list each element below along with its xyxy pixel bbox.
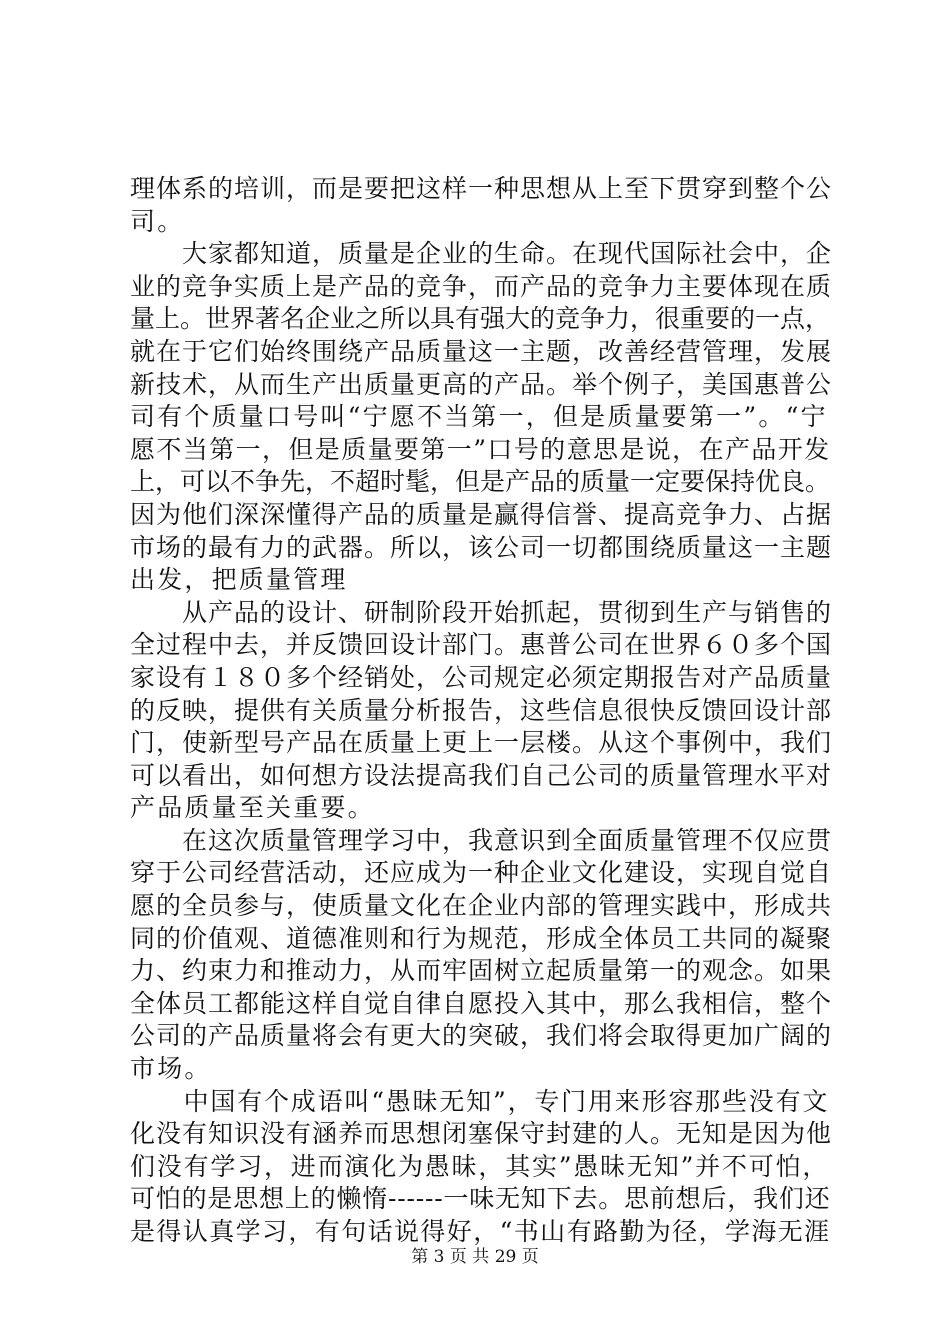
text-line: 司有个质量口号叫“宁愿不当第一，但是质量要第一”。“宁 xyxy=(130,402,828,432)
text-line: 的反映，提供有关质量分析报告，这些信息很快反馈回设计部 xyxy=(130,695,832,725)
text-line: 们没有学习，进而演化为愚昧，其实”愚昧无知”并不可怕， xyxy=(130,1151,830,1181)
text-line: 门，使新型号产品在质量上更上一层楼。从这个事例中，我们 xyxy=(130,728,832,758)
text-line: 新技术，从而生产出质量更高的产品。举个例子，美国惠普公 xyxy=(130,369,832,399)
text-line: 从产品的设计、研制阶段开始抓起，贯彻到生产与销售的 xyxy=(130,597,832,627)
page-footer xyxy=(0,1242,950,1267)
text-line: 中国有个成语叫“愚昧无知”，专门用来形容那些没有文 xyxy=(130,1086,830,1116)
text-line: 全体员工都能这样自觉自律自愿投入其中，那么我相信，整个 xyxy=(130,988,832,1018)
text-line: 上，可以不争先，不超时髦，但是产品的质量一定要保持优良。 xyxy=(130,467,831,497)
text-line: 产品质量至关重要。 xyxy=(130,793,375,823)
text-line: 公司的产品质量将会有更大的突破，我们将会取得更加广阔的 xyxy=(130,1021,832,1051)
text-line: 就在于它们始终围绕产品质量这一主题，改善经营管理，发展 xyxy=(130,336,832,366)
text-line: 化没有知识没有涵养而思想闭塞保守封建的人。无知是因为他 xyxy=(130,1119,832,1149)
text-line: 力、约束力和推动力，从而牢固树立起质量第一的观念。如果 xyxy=(130,956,832,986)
text-line: 同的价值观、道德准则和行为规范，形成全体员工共同的凝聚 xyxy=(130,923,832,953)
text-line: 是得认真学习，有句话说得好，“书山有路勤为径，学海无涯 xyxy=(130,1217,831,1246)
text-line: 因为他们深深懂得产品的质量是赢得信誉、提高竞争力、占据 xyxy=(130,499,832,529)
text-line: 出发，把质量管理 xyxy=(130,565,348,595)
text-line: 全过程中去，并反馈回设计部门。惠普公司在世界６０多个国 xyxy=(130,630,832,660)
text-line: 量上。世界著名企业之所以具有强大的竞争力，很重要的一点， xyxy=(130,304,831,334)
text-line: 可怕的是思想上的懒惰------一味无知下去。思前想后，我们还 xyxy=(130,1184,831,1214)
text-line: 在这次质量管理学习中，我意识到全面质量管理不仅应贯 xyxy=(130,825,832,855)
text-line: 可以看出，如何想方设法提高我们自己公司的质量管理水平对 xyxy=(130,760,832,790)
text-line: 理体系的培训，而是要把这样一种思想从上至下贯穿到整个公 xyxy=(130,174,832,203)
text-line: 愿的全员参与，使质量文化在企业内部的管理实践中，形成共 xyxy=(130,891,832,921)
text-line: 市场。 xyxy=(130,1054,212,1084)
text-line: 家设有１８０多个经销处，公司规定必须定期报告对产品质量 xyxy=(130,662,832,692)
text-line: 穿于公司经营活动，还应成为一种企业文化建设，实现自觉自 xyxy=(130,858,832,888)
page-number-label: 第 3 页 共 29 页 xyxy=(411,1247,539,1267)
body-text xyxy=(130,173,832,1249)
text-line: 司。 xyxy=(130,206,185,236)
text-line: 业的竞争实质上是产品的竞争，而产品的竞争力主要体现在质 xyxy=(130,271,832,301)
text-line: 大家都知道，质量是企业的生命。在现代国际社会中，企 xyxy=(130,239,832,269)
text-line: 市场的最有力的武器。所以，该公司一切都围绕质量这一主题 xyxy=(130,532,832,562)
text-line: 愿不当第一，但是质量要第一”口号的意思是说，在产品开发 xyxy=(130,434,831,464)
